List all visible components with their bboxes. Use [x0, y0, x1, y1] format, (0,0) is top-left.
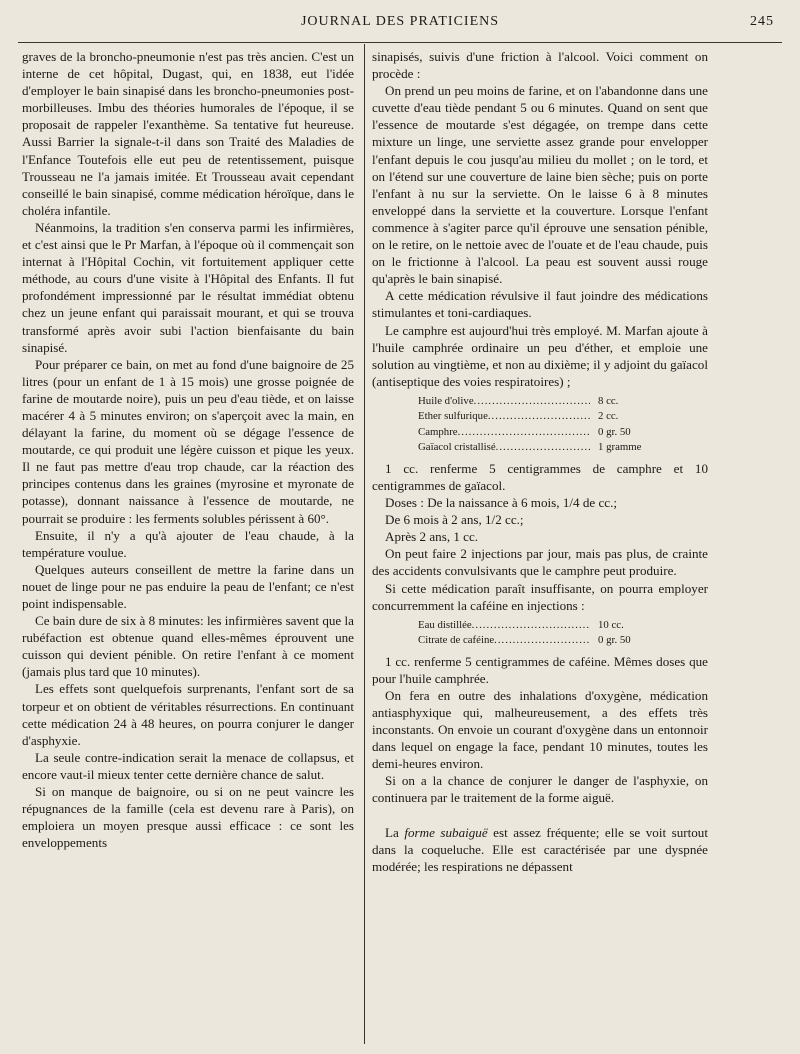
paragraph: Si cette médication paraît insuffisante, on pourra employer concurremment la caféine en injections : — [372, 580, 708, 613]
leader-dots — [458, 425, 590, 441]
formula-row — [418, 394, 668, 410]
formula-quantity: 1 gramme — [598, 441, 642, 454]
left-column — [22, 48, 354, 851]
paragraph: Quelques auteurs conseillent de mettre la farine dans un nouet de linge pour ne pas enduire la peau de l'enfant; ce n'est point indispensable. — [22, 561, 354, 611]
header-rule — [18, 42, 782, 43]
leader-dots — [488, 409, 590, 425]
text-run: La — [385, 824, 405, 840]
formula-row — [418, 440, 668, 456]
paragraph: Si on manque de baignoire, ou si on ne peut vaincre les répugnances de la famille (cela est devenu rare à Paris), on emploiera un moyen presque aussi efficace : ce sont les enveloppements — [22, 784, 354, 851]
dose-line: Après 2 ans, 1 cc. — [385, 529, 479, 545]
formula-ingredient: Citrate de caféine — [418, 634, 495, 647]
running-header — [20, 14, 780, 36]
text-run: est assez fréquente; elle se voit surtout dans la coqueluche. Elle est caractérisée par une dyspnée modérée; les respirations ne dépassent — [372, 824, 708, 874]
paragraph: Ce bain dure de six à 8 minutes: les infirmières savent que la rubéfaction est obtenue quand elles-mêmes éprouvent une cuisson qui devient pénible. On retire l'enfant à ce moment (jamais plus tard que 10 minutes). — [22, 613, 354, 680]
paragraph: Le camphre est aujourd'hui très employé. M. Marfan ajoute à l'huile camphrée ordinaire un peu d'éther, et emploie une solution au vingtième, et non au dixième; il y adjoint du gaïacol (antiseptique des voies respiratoires) ; — [372, 322, 708, 389]
formula-ingredient: Eau distillée — [418, 618, 472, 631]
paragraph: Les effets sont quelquefois surprenants, l'enfant sort de sa torpeur et on obtient de véritables résurrections. En continuant cette médication 24 à 48 heures, on pourra conjurer le danger d'asphyxie. — [22, 681, 354, 748]
formula-row — [418, 633, 668, 649]
camphor-formula — [418, 394, 668, 456]
dose-line: De 6 mois à 2 ans, 1/2 cc.; — [385, 512, 524, 528]
paragraph: On fera en outre des inhalations d'oxygène, médication antiasphyxique qui, malheureusement, a des effets très inconstants. On envoie un courant d'oxygène dans un entonnoir dans lequel on engage la face, pendant 10 minutes, toutes les demi-heures environ. — [372, 687, 708, 772]
page-number: 245 — [750, 14, 774, 29]
caffeine-formula — [418, 618, 668, 649]
dose-line: Doses : De la naissance à 6 mois, 1/4 de cc.; — [385, 495, 617, 511]
leader-dots — [494, 633, 590, 649]
right-column — [372, 48, 708, 875]
formula-ingredient: Gaïacol cristallisé — [418, 441, 496, 454]
column-divider — [364, 44, 365, 1044]
paragraph-subacute-form — [372, 824, 708, 875]
formula-ingredient: Huile d'olive — [418, 394, 474, 407]
paragraph: graves de la broncho-pneumonie n'est pas très ancien. C'est un interne de cet hôpital, Dugast, qui, en 1838, eut l'idée d'employer le bain sinapisé dans les broncho-pneumonies post-morbilleuses. Imbu des théories humorales de l'époque, il se proposait de rappeler l'exanthème. Sa tentative fut heureuse. Aussi Barrier la signale-t-il dans son Traité des Maladies de l'Enfance Toutefois elle eut peu de retentissement, puisque Trousseau ne l'a jamais imitée. Et Trousseau avait cependant conseillé le bain sinapisé, comme médication héroïque, dans le choléra infantile. — [22, 49, 354, 218]
formula-quantity: 2 cc. — [598, 410, 619, 423]
paragraph: Pour préparer ce bain, on met au fond d'une baignoire de 25 litres (pour un enfant de 1 à 15 mois) une grosse poignée de farine de moutarde noire), puis un peu d'eau tiède, et on laisse macérer 4 à 5 minutes environ; on s'aperçoit avec la main, en délayant la farine, du moment où se dégage l'essence de moutarde, ce qui produit une légère cuisson et pique les yeux. Il ne faut pas mettre d'eau trop chaude, car la réaction des principes contenus dans les graines (myrosine et myronate de potasse), donnant naissance à l'essence de moutarde, ne pourrait se produire : les ferments solubles périssent à 60°. — [22, 356, 354, 526]
formula-row — [418, 409, 668, 425]
paragraph: On prend un peu moins de farine, et on l'abandonne dans une cuvette d'eau tiède pendant 5 ou 6 minutes. Quand on sent que l'essence de moutarde s'est dégagée, on trempe dans cette mixture un linge, une serviette assez grande pour envelopper l'enfant depuis le cou jusqu'au milieu du mollet ; on le tord, et on l'étend sur une couverture de laine bien sèche; puis on porte l'enfant à nu sur la serviette. On le laisse 6 à 8 minutes enveloppé dans la serviette et la couverture. Lorsque l'enfant commence à s'agiter parce qu'il éprouve une sensation pénible, on le retire, on le nettoie avec de l'ouate et de l'eau chaude, puis on le frictionne à l'alcool. La peau est souvent aussi rouge qu'après le bain sinapisé. — [372, 83, 708, 287]
leader-dots — [472, 618, 590, 634]
formula-row — [418, 618, 668, 634]
formula-ingredient: Camphre — [418, 425, 458, 438]
formula-quantity: 0 gr. 50 — [598, 425, 631, 438]
formula-quantity: 0 gr. 50 — [598, 634, 631, 647]
paragraph: A cette médication révulsive il faut joindre des médications stimulantes et toni-cardiaques. — [372, 288, 708, 321]
leader-dots — [474, 394, 590, 410]
paragraph: On peut faire 2 injections par jour, mais pas plus, de crainte des accidents convulsivants que le camphre peut produire. — [372, 546, 708, 579]
paragraph: 1 cc. renferme 5 centigrammes de caféine. Mêmes doses que pour l'huile camphrée. — [372, 653, 708, 686]
paragraph: sinapisés, suivis d'une friction à l'alcool. Voici comment on procède : — [372, 49, 708, 82]
journal-title: JOURNAL DES PRATICIENS — [300, 14, 500, 29]
formula-quantity: 10 cc. — [598, 618, 624, 631]
leader-dots — [496, 440, 590, 456]
paragraph: 1 cc. renferme 5 centigrammes de camphre et 10 centigrammes de gaïacol. — [372, 460, 708, 493]
emphasis: forme subaiguë — [404, 824, 488, 840]
formula-quantity: 8 cc. — [598, 394, 619, 407]
formula-row — [418, 425, 668, 441]
formula-ingredient: Ether sulfurique — [418, 410, 488, 423]
paragraph: Ensuite, il n'y a qu'à ajouter de l'eau chaude, à la température voulue. — [22, 527, 354, 560]
paragraph: La seule contre-indication serait la menace de collapsus, et encore vaut-il mieux tenter cette dernière chance de salut. — [22, 749, 354, 782]
paragraph: Si on a la chance de conjurer le danger de l'asphyxie, on continuera par le traitement de la forme aiguë. — [372, 773, 708, 806]
paragraph: Néanmoins, la tradition s'en conserva parmi les infirmières, et c'est ainsi que le Pr Marfan, à l'époque où il commençait son internat à l'Hôpital Cochin, vit fortuitement appliquer cette méthode, au cours d'une visite à l'Hôpital des Enfants. Il fut profondément impressionné par le résultat immédiat obtenu chez un jeune enfant qui paraissait mourant, et qui se trouva transformé après avoir subi l'action bienfaisante du bain sinapisé. — [22, 219, 354, 355]
